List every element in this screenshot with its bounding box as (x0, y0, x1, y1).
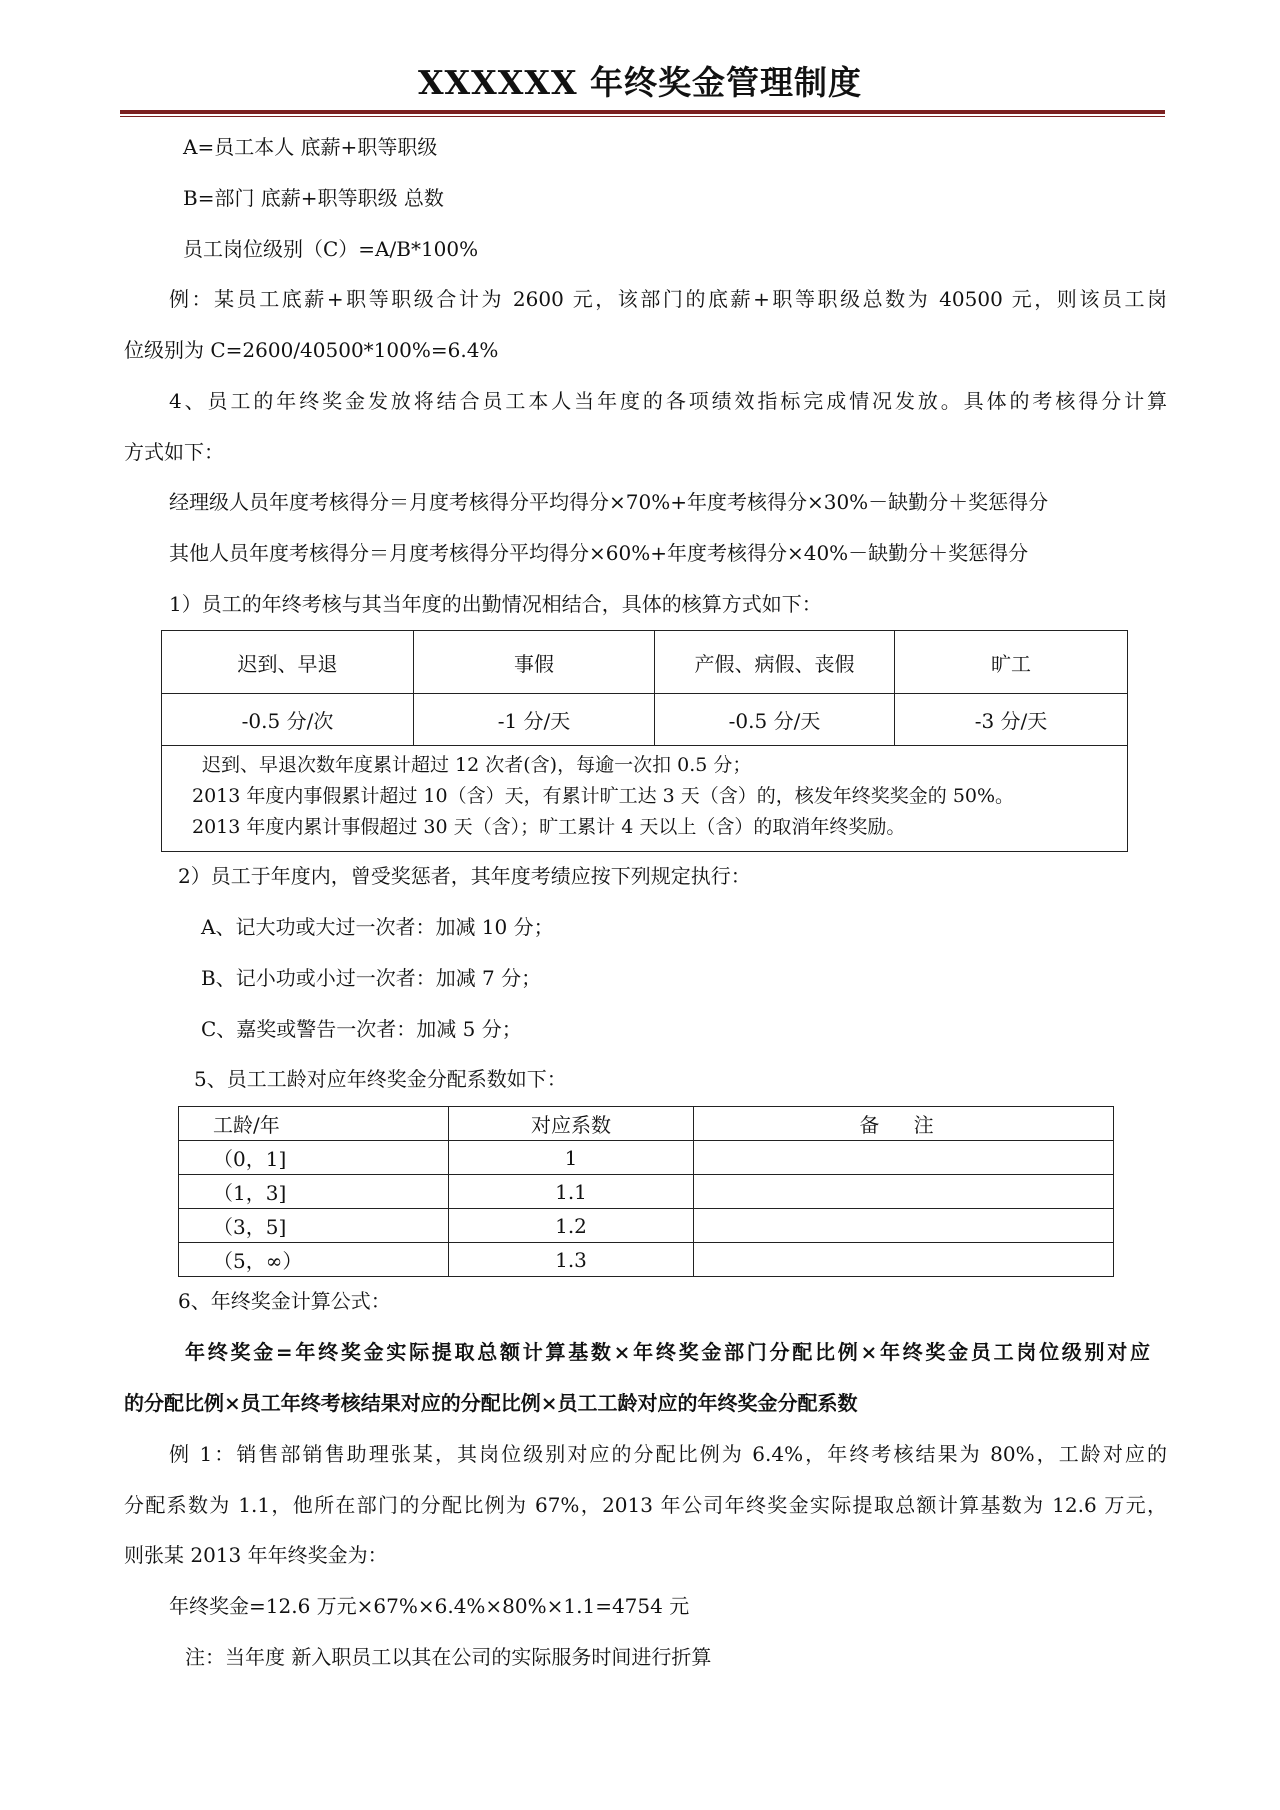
seniority-coef-cell: 1.1 (449, 1175, 694, 1209)
seniority-coef-cell: 1.3 (449, 1243, 694, 1277)
attendance-notes-cell (162, 746, 1128, 852)
example-line-1: 例：某员工底薪+职等职级合计为 2600 元，该部门的底薪+职等职级总数为 40500 元，则该员工岗 (169, 287, 1167, 311)
attendance-header-cell: 事假 (414, 631, 655, 694)
section-4-line-1: 4、员工的年终奖金发放将结合员工本人当年度的各项绩效指标完成情况发放。具体的考核得分计算 (169, 389, 1167, 413)
title-rule-thick (120, 110, 1165, 114)
attendance-notes-row (162, 746, 1128, 852)
subsection-2: 2）员工于年度内，曾受奖惩者，其年度考绩应按下列规定执行： (178, 864, 751, 888)
attendance-note: 2013 年度内事假累计超过 10（含）天，有累计旷工达 3 天（含）的，核发年终奖奖金的 50%。 (192, 785, 1015, 807)
formula-other: 其他人员年度考核得分＝月度考核得分平均得分×60%+年度考核得分×40%－缺勤分＋奖惩得分 (169, 541, 1029, 565)
seniority-header-cell: 对应系数 (449, 1107, 694, 1141)
definition-c: 员工岗位级别（C）=A/B*100% (183, 237, 479, 261)
table-row (179, 1243, 1114, 1277)
bonus-formula-line-2: 的分配比例×员工年终考核结果对应的分配比例×员工工龄对应的年终奖金分配系数 (124, 1391, 858, 1415)
attendance-value-row (162, 694, 1128, 746)
attendance-value-cell: -1 分/天 (414, 694, 655, 746)
example-line-2: 位级别为 C=2600/40500*100%=6.4% (124, 338, 499, 362)
example-1-line-3: 则张某 2013 年年终奖金为： (124, 1543, 388, 1567)
attendance-value-cell: -3 分/天 (895, 694, 1128, 746)
attendance-header-cell: 迟到、早退 (162, 631, 414, 694)
table-row (179, 1175, 1114, 1209)
table-row (179, 1141, 1114, 1175)
seniority-coef-cell: 1 (449, 1141, 694, 1175)
seniority-note-cell (694, 1209, 1114, 1243)
title-rule-thin (120, 116, 1165, 117)
attendance-header-cell: 旷工 (895, 631, 1128, 694)
section-6-heading: 6、年终奖金计算公式： (178, 1289, 391, 1313)
seniority-coef-cell: 1.2 (449, 1209, 694, 1243)
seniority-note-cell (694, 1243, 1114, 1277)
seniority-range-cell: （5，∞） (179, 1243, 449, 1277)
attendance-note: 迟到、早退次数年度累计超过 12 次者(含)，每逾一次扣 0.5 分； (202, 754, 752, 776)
seniority-range-cell: （1，3] (179, 1175, 449, 1209)
example-1-result: 年终奖金=12.6 万元×67%×6.4%×80%×1.1=4754 元 (169, 1594, 690, 1618)
table-row (179, 1209, 1114, 1243)
seniority-range-cell: （0，1] (179, 1141, 449, 1175)
reward-rule-c: C、嘉奖或警告一次者：加减 5 分； (201, 1017, 522, 1041)
reward-rule-b: B、记小功或小过一次者：加减 7 分； (201, 966, 542, 990)
seniority-table (178, 1106, 1114, 1277)
seniority-note-cell (694, 1175, 1114, 1209)
document-title: XXXXXX 年终奖金管理制度 (417, 63, 863, 102)
example-1-line-1: 例 1：销售部销售助理张某，其岗位级别对应的分配比例为 6.4%，年终考核结果为 80%，工龄对应的 (169, 1442, 1167, 1466)
definition-a: A=员工本人 底薪+职等职级 (183, 135, 438, 159)
section-4-line-2: 方式如下： (124, 440, 224, 464)
reward-rule-a: A、记大功或大过一次者：加减 10 分； (201, 915, 554, 939)
seniority-note-cell (694, 1141, 1114, 1175)
example-1-line-2: 分配系数为 1.1，他所在部门的分配比例为 67%，2013 年公司年终奖金实际提取总额计算基数为 12.6 万元， (124, 1493, 1167, 1517)
attendance-table (161, 630, 1128, 852)
definition-b: B=部门 底薪+职等职级 总数 (183, 186, 444, 210)
seniority-header-row (179, 1107, 1114, 1141)
attendance-note: 2013 年度内累计事假超过 30 天（含）；旷工累计 4 天以上（含）的取消年终奖励。 (192, 816, 906, 838)
section-5-heading: 5、员工工龄对应年终奖金分配系数如下： (194, 1067, 567, 1091)
note-line: 注：当年度 新入职员工以其在公司的实际服务时间进行折算 (185, 1645, 712, 1669)
bonus-formula-line-1: 年终奖金=年终奖金实际提取总额计算基数×年终奖金部门分配比例×年终奖金员工岗位级别对应 (185, 1340, 1150, 1364)
seniority-range-cell: （3，5] (179, 1209, 449, 1243)
seniority-header-cell: 备 注 (694, 1107, 1114, 1141)
formula-manager: 经理级人员年度考核得分＝月度考核得分平均得分×70%+年度考核得分×30%－缺勤分＋奖惩得分 (169, 490, 1049, 514)
attendance-value-cell: -0.5 分/天 (655, 694, 895, 746)
seniority-header-cell: 工龄/年 (179, 1107, 449, 1141)
attendance-header-row (162, 631, 1128, 694)
attendance-header-cell: 产假、病假、丧假 (655, 631, 895, 694)
attendance-value-cell: -0.5 分/次 (162, 694, 414, 746)
subsection-1: 1）员工的年终考核与其当年度的出勤情况相结合，具体的核算方式如下： (169, 592, 822, 616)
